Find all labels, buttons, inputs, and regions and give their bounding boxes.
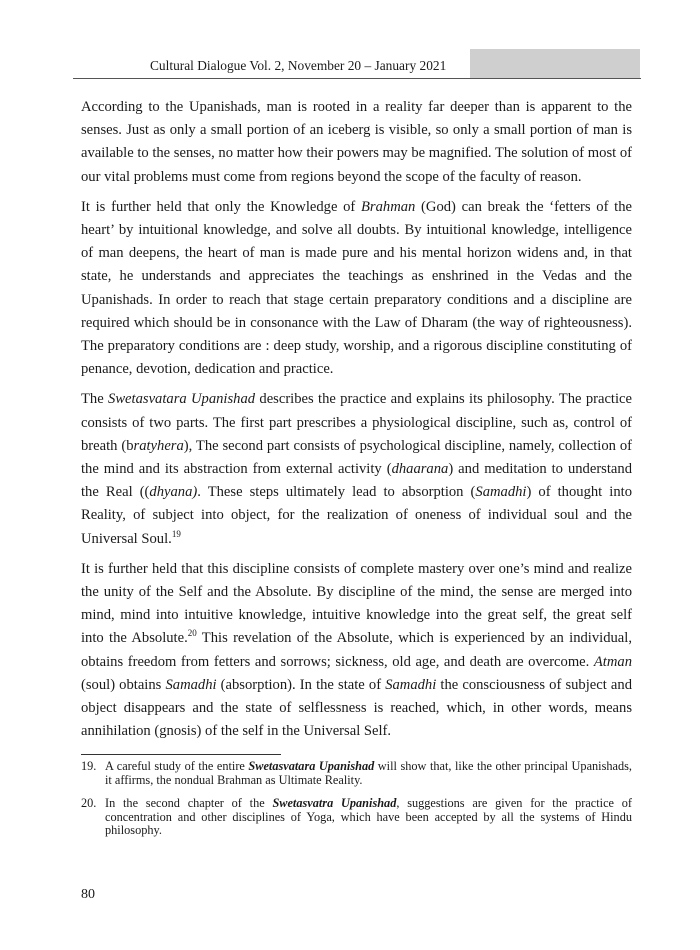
paragraph-1: According to the Upanishads, man is rooted in a reality far deeper than is apparent to the senses. Just as only a small portion of an iceberg is visible, so only a small portion of man is available to the senses, no matter how their powers may be magnified. The solution of most of our vital problems must come from regions beyond the scope of the faculty of reason. — [81, 99, 632, 185]
paragraph-2: It is further held that only the Knowledge of Brahman (God) can break the ‘fetters of the heart’ by intuitional knowledge, and solve all doubts. By intuitional knowledge, intelligence of man deepens, the heart of man is made pure and his mental horizon widens and, in that state, he understands and appreciates the teachings as enshrined in the Vedas and the Upanishads. In order to reach that stage certain preparatory conditions and a discipline are required which should be in consonance with the Law of Dharam (the way of righteousness). The preparatory conditions are : deep study, worship, and a rigorous discipline constituting of penance, devotion, dedication and practice. — [81, 198, 632, 378]
title-swetasvatra: Swetasvatra Upanishad — [272, 796, 397, 811]
header-shaded-box — [470, 49, 640, 78]
footnote-text: A careful study of the entire Swetasvatara Upanishad will show that, like the other principal Upanishads, it affirms, the nondual Brahman as Ultimate Reality. — [105, 759, 632, 787]
footnote-ref-20[interactable]: 20 — [187, 628, 197, 639]
footnote-number: 20. — [81, 796, 97, 811]
title-swetasvatara: Swetasvatara Upanishad — [248, 759, 375, 773]
header-rule — [73, 78, 641, 79]
page-number: 80 — [81, 887, 95, 902]
term-dhaarana: dhaarana — [391, 461, 449, 478]
footnote-19 — [81, 760, 632, 787]
footnotes — [81, 760, 632, 848]
term-samadhi: Samadhi — [475, 484, 527, 501]
footnote-ref-19[interactable]: 19 — [171, 528, 181, 539]
footnote-text: In the second chapter of the Swetasvatra Upanishad, suggestions are given for the practice of concentration and other disciplines of Yoga, which have been accepted by all the systems of Hindu philosophy. — [105, 796, 632, 838]
term-atman: Atman — [593, 653, 632, 670]
paragraph-3: The Swetasvatara Upanishad describes the practice and explains its philosophy. The practice consists of two parts. The first part prescribes a physiological discipline, such as, control of breath (bratyhera), The second part consists of psychological discipline, namely, collection of the mind and its abstraction from external activity (dhaarana) and meditation to understand the Real ((dhyana). These steps ultimately lead to absorption (Samadhi) of thought into Reality, of subject into object, for the realization of oneness of individual soul and the Universal Soul.$^{19}$ — [81, 391, 632, 547]
footnote-separator — [81, 754, 281, 755]
term-samadhi: Samadhi — [385, 676, 437, 693]
paragraph-4: It is further held that this discipline consists of complete mastery over one’s mind and realize the unity of the Self and the Absolute. By discipline of the mind, the sense are merged into mind, mind into intuitive knowledge, intuitive knowledge into the great self, the great self into the Absolute.$^{20}$ This revelation of the Absolute, which is experienced by an individual, obtains freedom from fetters and sorrows; sickness, old age, and death are overcome. Atman (soul) obtains Samadhi (absorption). In the state of Samadhi the consciousness of subject and object disappears and the state of selflessness is reached, which, in other words, means annihilation (gnosis) of the self in the Universal Self. — [81, 560, 632, 740]
title-swetasvatara: Swetasvatara Upanishad — [108, 391, 256, 408]
term-ratyhera: ratyhera — [133, 437, 184, 454]
footnote-number: 19. — [81, 759, 97, 773]
main-text — [81, 96, 632, 750]
running-header: Cultural Dialogue Vol. 2, November 20 – January 2021 — [150, 58, 447, 73]
term-samadhi: Samadhi — [165, 676, 217, 693]
term-dhyana: dhyana) — [149, 484, 198, 501]
term-brahman: Brahman — [361, 198, 416, 215]
footnote-20 — [81, 797, 632, 838]
